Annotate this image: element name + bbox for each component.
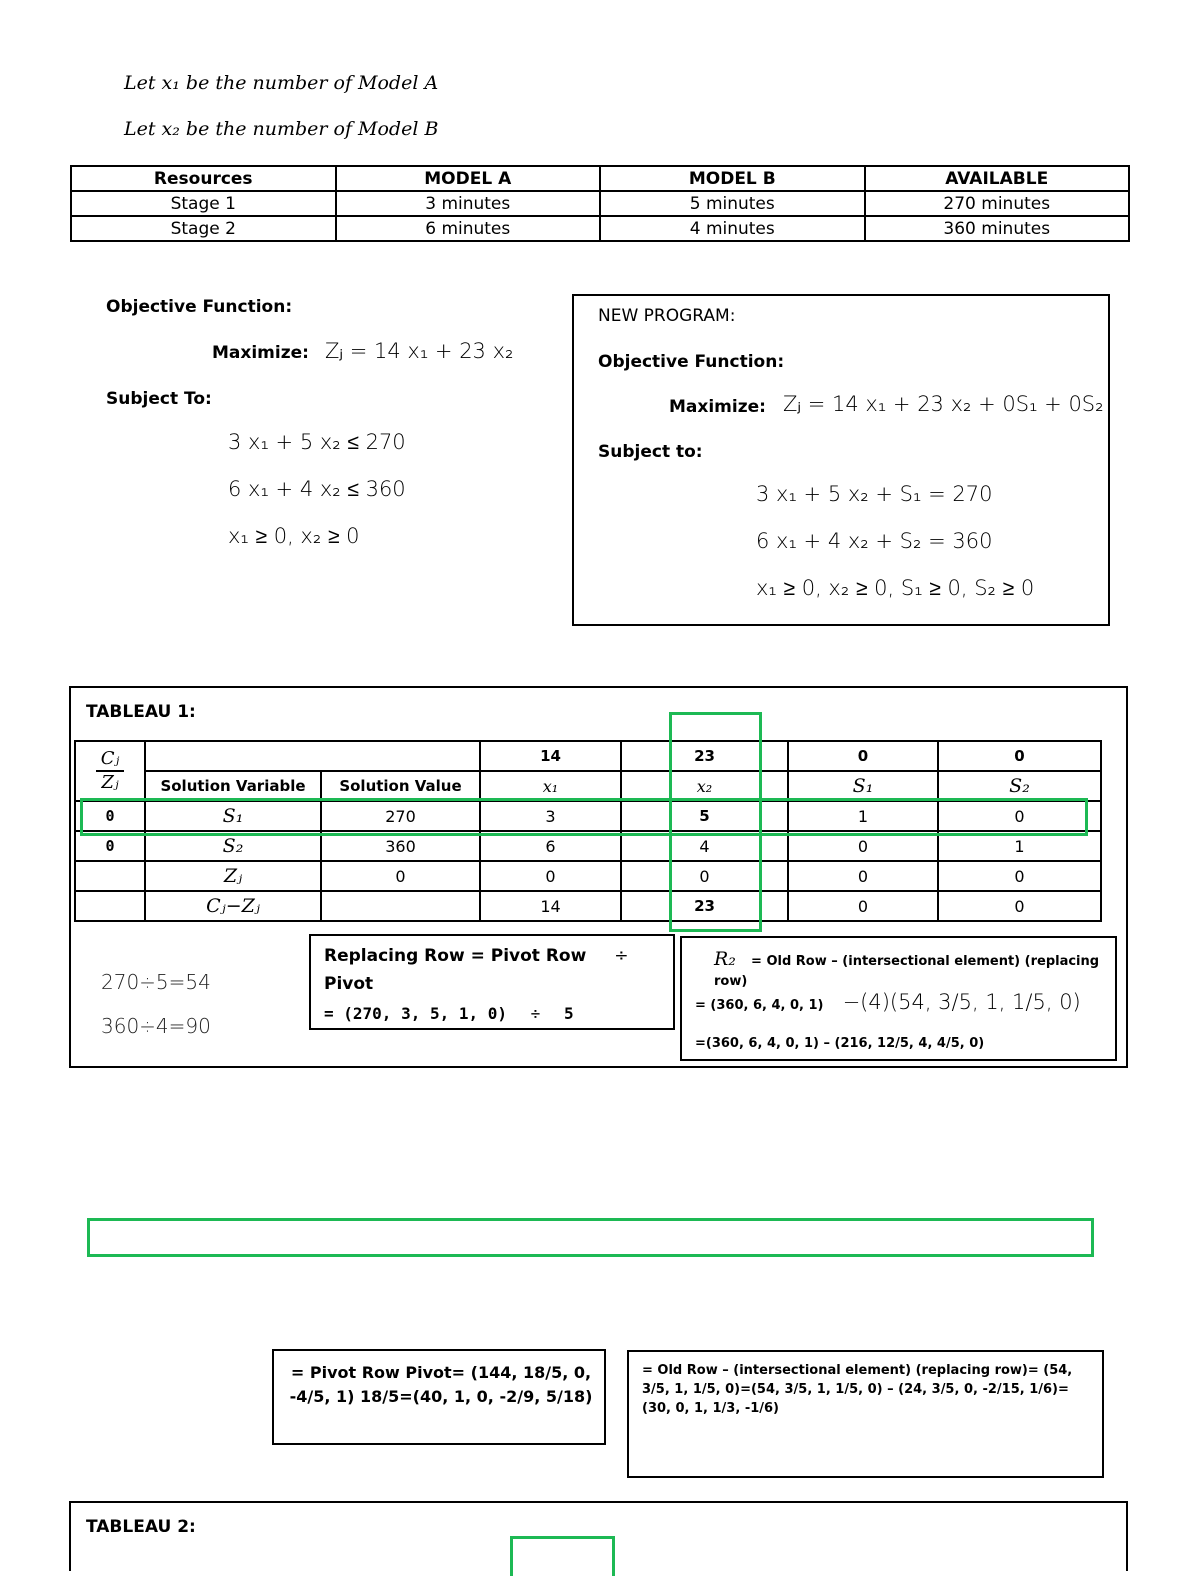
r2-product: −(4)(54, 3/5, 1, 1/5, 0)	[842, 990, 1081, 1014]
header-model-a: MODEL A	[336, 166, 601, 191]
row-cj: 0	[75, 831, 145, 861]
table-cell: 360 minutes	[865, 216, 1130, 241]
row-value: 0	[321, 861, 480, 891]
table-cell: Stage 1	[71, 191, 336, 216]
ratio-1: 270÷5=54	[101, 970, 211, 994]
cj-value: 0	[788, 741, 938, 771]
constraint-3: x₁ ≥ 0, x₂ ≥ 0	[228, 524, 360, 548]
r2-line-1	[714, 948, 1115, 989]
r2-line-3: =(360, 6, 4, 0, 1) – (216, 12/5, 4, 4/5, 0)	[695, 1036, 985, 1051]
table-cell: 3 minutes	[336, 191, 601, 216]
row-value: 270	[321, 801, 480, 831]
pivot-row-text: = Pivot Row Pivot= (144, 18/5, 0, -4/5, 1) 18/5=(40, 1, 0, -2/9, 5/18)	[289, 1363, 593, 1406]
table-cell: 0	[938, 891, 1101, 921]
row-value	[321, 891, 480, 921]
var-header: S₁	[788, 771, 938, 801]
replacing-row-box	[309, 934, 675, 1030]
subject-label: Subject To:	[106, 389, 212, 409]
table-cell: 0	[938, 861, 1101, 891]
cj-value: 0	[938, 741, 1101, 771]
row-variable: Zⱼ	[145, 861, 321, 891]
new-constraint-3: x₁ ≥ 0, x₂ ≥ 0, S₁ ≥ 0, S₂ ≥ 0	[756, 576, 1035, 600]
table-header-row	[71, 166, 1129, 191]
new-objective-expression: Zⱼ = 14 x₁ + 23 x₂ + 0S₁ + 0S₂	[783, 392, 1104, 416]
new-constraint-1: 3 x₁ + 5 x₂ + S₁ = 270	[756, 482, 993, 506]
r2-box	[680, 936, 1117, 1061]
table-row	[71, 216, 1129, 241]
table-cell: 3	[480, 801, 621, 831]
table-cell: 0	[621, 861, 788, 891]
header-row	[75, 771, 1101, 801]
row-variable: S₁	[145, 801, 321, 831]
new-subject-label: Subject to:	[598, 442, 703, 462]
old-row-box	[627, 1350, 1104, 1478]
row-value: 360	[321, 831, 480, 861]
table-cell: 6	[480, 831, 621, 861]
row-cj: 0	[75, 801, 145, 831]
table-cell: Stage 2	[71, 216, 336, 241]
table-cell: 5 minutes	[600, 191, 865, 216]
new-maximize-label: Maximize:	[669, 397, 766, 417]
row-cj	[75, 861, 145, 891]
replacing-row-text: Replacing Row = Pivot Row	[324, 946, 587, 966]
new-program-title: NEW PROGRAM:	[598, 306, 736, 326]
header-available: AVAILABLE	[865, 166, 1130, 191]
table-row	[71, 191, 1129, 216]
pivot-row-highlight	[80, 798, 1088, 836]
table-cell: 1	[938, 831, 1101, 861]
col-solution-variable: Solution Variable	[145, 771, 321, 801]
r2-label: R₂	[714, 948, 736, 970]
table-row	[75, 861, 1101, 891]
old-row-text: = Old Row – (intersectional element) (replacing row)= (54, 3/5, 1, 1/5, 0)=(54, 3/5, 1, 1/5, 0) – (24, 3/5, 0, -2/15, 1/6)=(30, 0, 1, 1/3, -1/6)	[642, 1363, 1073, 1416]
var-header: x₂	[621, 771, 788, 801]
table-cell: 6 minutes	[336, 216, 601, 241]
new-program-box	[572, 294, 1110, 626]
divide-symbol: ÷	[614, 946, 629, 966]
row-variable: S₂	[145, 831, 321, 861]
table-cell: 0	[480, 861, 621, 891]
pivot-divisor: 5	[563, 1004, 574, 1023]
r2-line-2	[695, 990, 1081, 1014]
tableau-2-pivot-highlight	[510, 1536, 615, 1576]
row-variable: Cⱼ−Zⱼ	[145, 891, 321, 921]
table-cell: 14	[480, 891, 621, 921]
table-cell: 0	[788, 831, 938, 861]
cj-zj-label	[75, 741, 145, 801]
col-solution-value: Solution Value	[321, 771, 480, 801]
definition-x1: Let x₁ be the number of Model A	[124, 72, 439, 94]
table-cell: 0	[788, 861, 938, 891]
table-row	[75, 891, 1101, 921]
row-cj	[75, 891, 145, 921]
cj-blank	[145, 741, 480, 771]
constraint-1: 3 x₁ + 5 x₂ ≤ 270	[228, 430, 406, 454]
tableau-1-title: TABLEAU 1:	[86, 702, 196, 722]
cj-value: 14	[480, 741, 621, 771]
pivot-row-box	[272, 1349, 606, 1445]
maximize-label: Maximize:	[212, 343, 309, 363]
header-resources: Resources	[71, 166, 336, 191]
cj-row	[75, 741, 1101, 771]
constraint-2: 6 x₁ + 4 x₂ ≤ 360	[228, 477, 406, 501]
definition-x2: Let x₂ be the number of Model B	[124, 118, 439, 140]
new-objective-label: Objective Function:	[598, 352, 785, 372]
table-cell: 0	[938, 801, 1101, 831]
cj-label: Cⱼ	[96, 748, 124, 772]
table-cell: 270 minutes	[865, 191, 1130, 216]
tableau-2-title: TABLEAU 2:	[86, 1517, 196, 1537]
replacing-row-vector: = (270, 3, 5, 1, 0)	[324, 1004, 508, 1023]
replacing-row-line-1	[324, 946, 628, 966]
r2-old-row: = (360, 6, 4, 0, 1)	[695, 998, 824, 1013]
table-cell: 0	[788, 891, 938, 921]
divide-symbol: ÷	[530, 1004, 541, 1023]
objective-label: Objective Function:	[106, 297, 293, 317]
resources-table	[70, 165, 1130, 242]
replacing-row-pivot: Pivot	[324, 974, 374, 994]
empty-highlight-bar	[87, 1218, 1094, 1257]
var-header: S₂	[938, 771, 1101, 801]
pivot-cell: 5	[621, 801, 788, 831]
objective-expression: Zⱼ = 14 x₁ + 23 x₂	[325, 339, 514, 363]
zj-label: Zⱼ	[101, 772, 119, 793]
var-header: x₁	[480, 771, 621, 801]
new-constraint-2: 6 x₁ + 4 x₂ + S₂ = 360	[756, 529, 993, 553]
replacing-row-line-3	[324, 1004, 574, 1023]
table-cell: 4	[621, 831, 788, 861]
r2-formula: = Old Row – (intersectional element) (replacing row)	[714, 954, 1100, 989]
table-cell: 1	[788, 801, 938, 831]
table-cell: 23	[621, 891, 788, 921]
table-cell: 4 minutes	[600, 216, 865, 241]
cj-value: 23	[621, 741, 788, 771]
header-model-b: MODEL B	[600, 166, 865, 191]
ratio-2: 360÷4=90	[101, 1014, 211, 1038]
